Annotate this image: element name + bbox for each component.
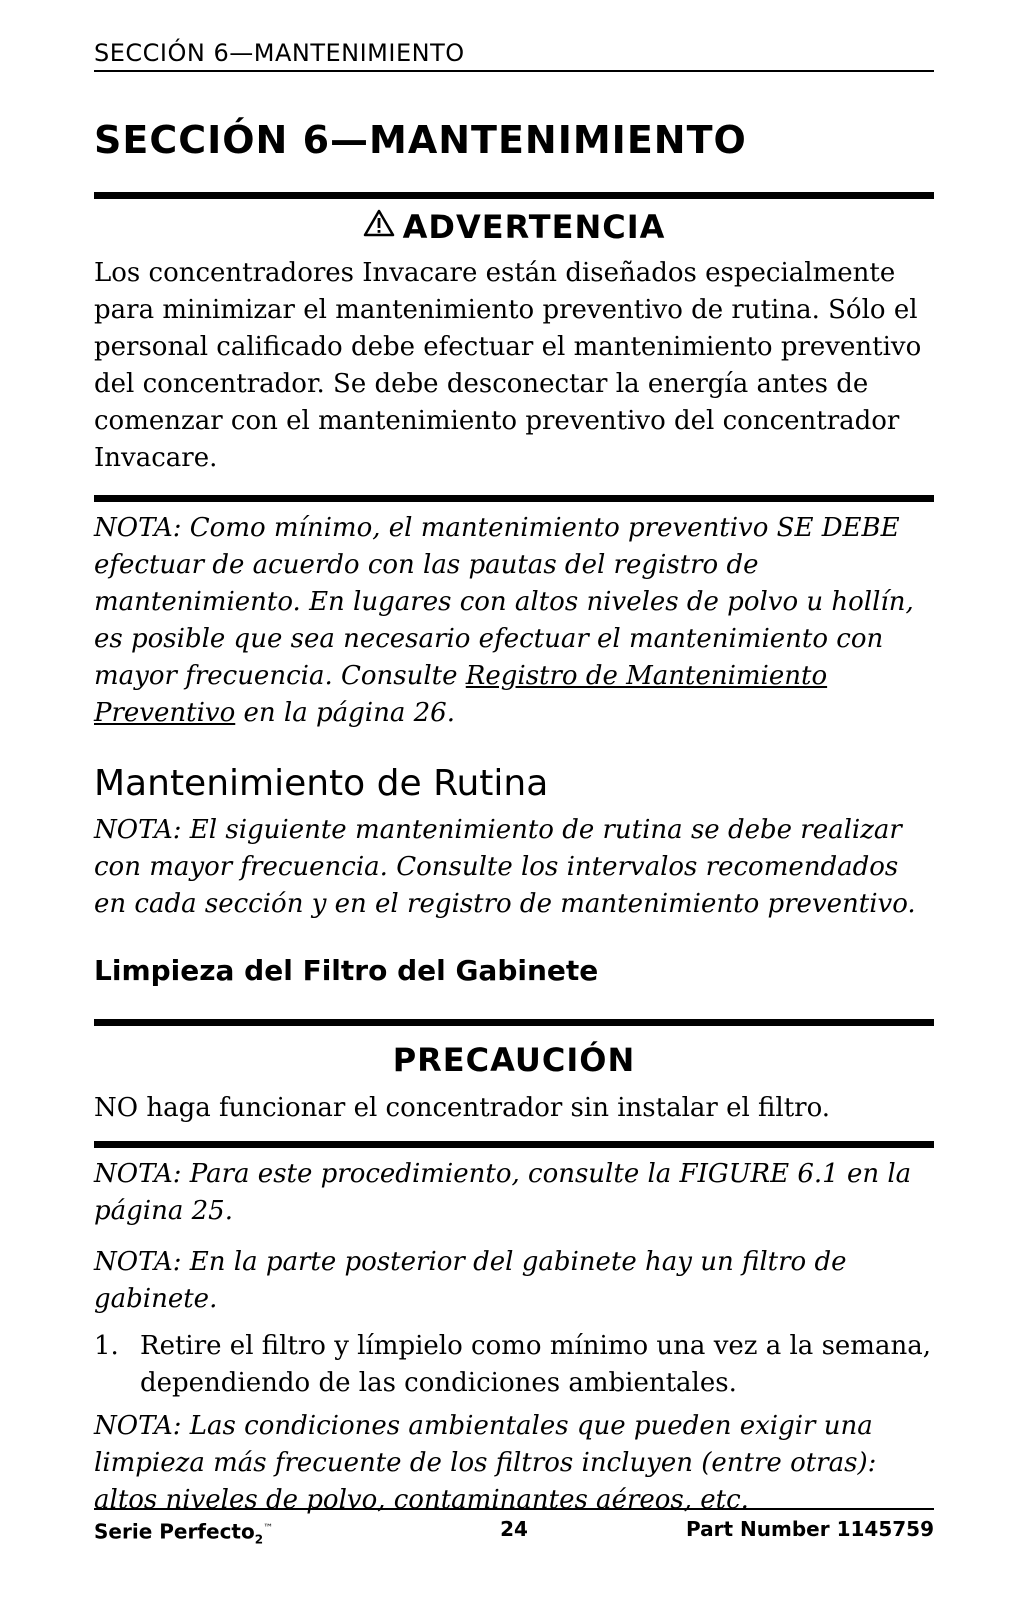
cabinet-filter-heading: Limpieza del Filtro del Gabinete	[94, 954, 599, 987]
caution-text: NO haga funcionar el concentrador sin instalar el filtro.	[94, 1093, 831, 1123]
step-number: 1.	[94, 1331, 119, 1361]
maintenance-note-suffix: en la página 26.	[235, 698, 455, 728]
caution-title: PRECAUCIÓN	[392, 1041, 636, 1079]
environmental-note: NOTA: Las condiciones ambientales que pueden exigir una limpieza más frecuente de los filtros incluyen (entre otras): altos niveles de polvo, contaminantes aéreos, etc.	[94, 1411, 877, 1515]
cabinet-location-note: NOTA: En la parte posterior del gabinete hay un filtro de gabinete.	[94, 1247, 847, 1314]
maintenance-note-text: NOTA: Como mínimo, el mantenimiento preventivo SE DEBE efectuar de acuerdo con las pautas del registro de mantenimiento. En lugares con altos niveles de polvo u hollín, es posible que sea necesario efectuar el mantenimiento con mayor frecuencia. Consulte	[94, 513, 914, 691]
warning-title	[94, 207, 934, 249]
preventive-log-link[interactable]: Registro de Mantenimiento Preventivo	[94, 661, 828, 728]
step-text: Retire el filtro y límpielo como mínimo una vez a la semana, dependiendo de las condiciones ambientales.	[140, 1331, 931, 1398]
routine-heading: Mantenimiento de Rutina	[94, 763, 549, 804]
routine-note: NOTA: El siguiente mantenimiento de rutina se debe realizar con mayor frecuencia. Consulte los intervalos recomendados en cada sección y en el registro de mantenimiento preventivo.	[94, 815, 916, 919]
step-1	[94, 1328, 934, 1402]
caution-top-rule	[94, 1019, 934, 1026]
warning-bottom-rule	[94, 495, 934, 502]
part-number: Part Number 1145759	[686, 1517, 934, 1541]
warning-title-text: ADVERTENCIA	[402, 208, 666, 246]
page-content	[94, 36, 934, 1519]
running-header: SECCIÓN 6—MANTENIMIENTO	[94, 36, 934, 72]
caution-bottom-rule	[94, 1141, 934, 1148]
warning-top-rule	[94, 192, 934, 199]
page-number: 24	[500, 1517, 528, 1541]
footer-product-sub: 2	[254, 1532, 264, 1547]
trademark-mark: ™	[263, 1523, 274, 1534]
figure-note: NOTA: Para este procedimiento, consulte la FIGURE 6.1 en la página 25.	[94, 1159, 912, 1226]
warning-triangle-icon	[363, 206, 395, 246]
warning-text: Los concentradores Invacare están diseñados especialmente para minimizar el mantenimiento preventivo de rutina. Sólo el personal calificado debe efectuar el mantenimiento preventivo del concentrador. Se debe desconectar la energía antes de comenzar con el mantenimiento preventivo del concentrador Invacare.	[94, 258, 922, 473]
maintenance-note	[94, 510, 934, 732]
page-footer	[94, 1508, 934, 1547]
section-title: SECCIÓN 6—MANTENIMIENTO	[94, 118, 747, 162]
footer-product-name: Serie Perfecto	[94, 1519, 255, 1544]
